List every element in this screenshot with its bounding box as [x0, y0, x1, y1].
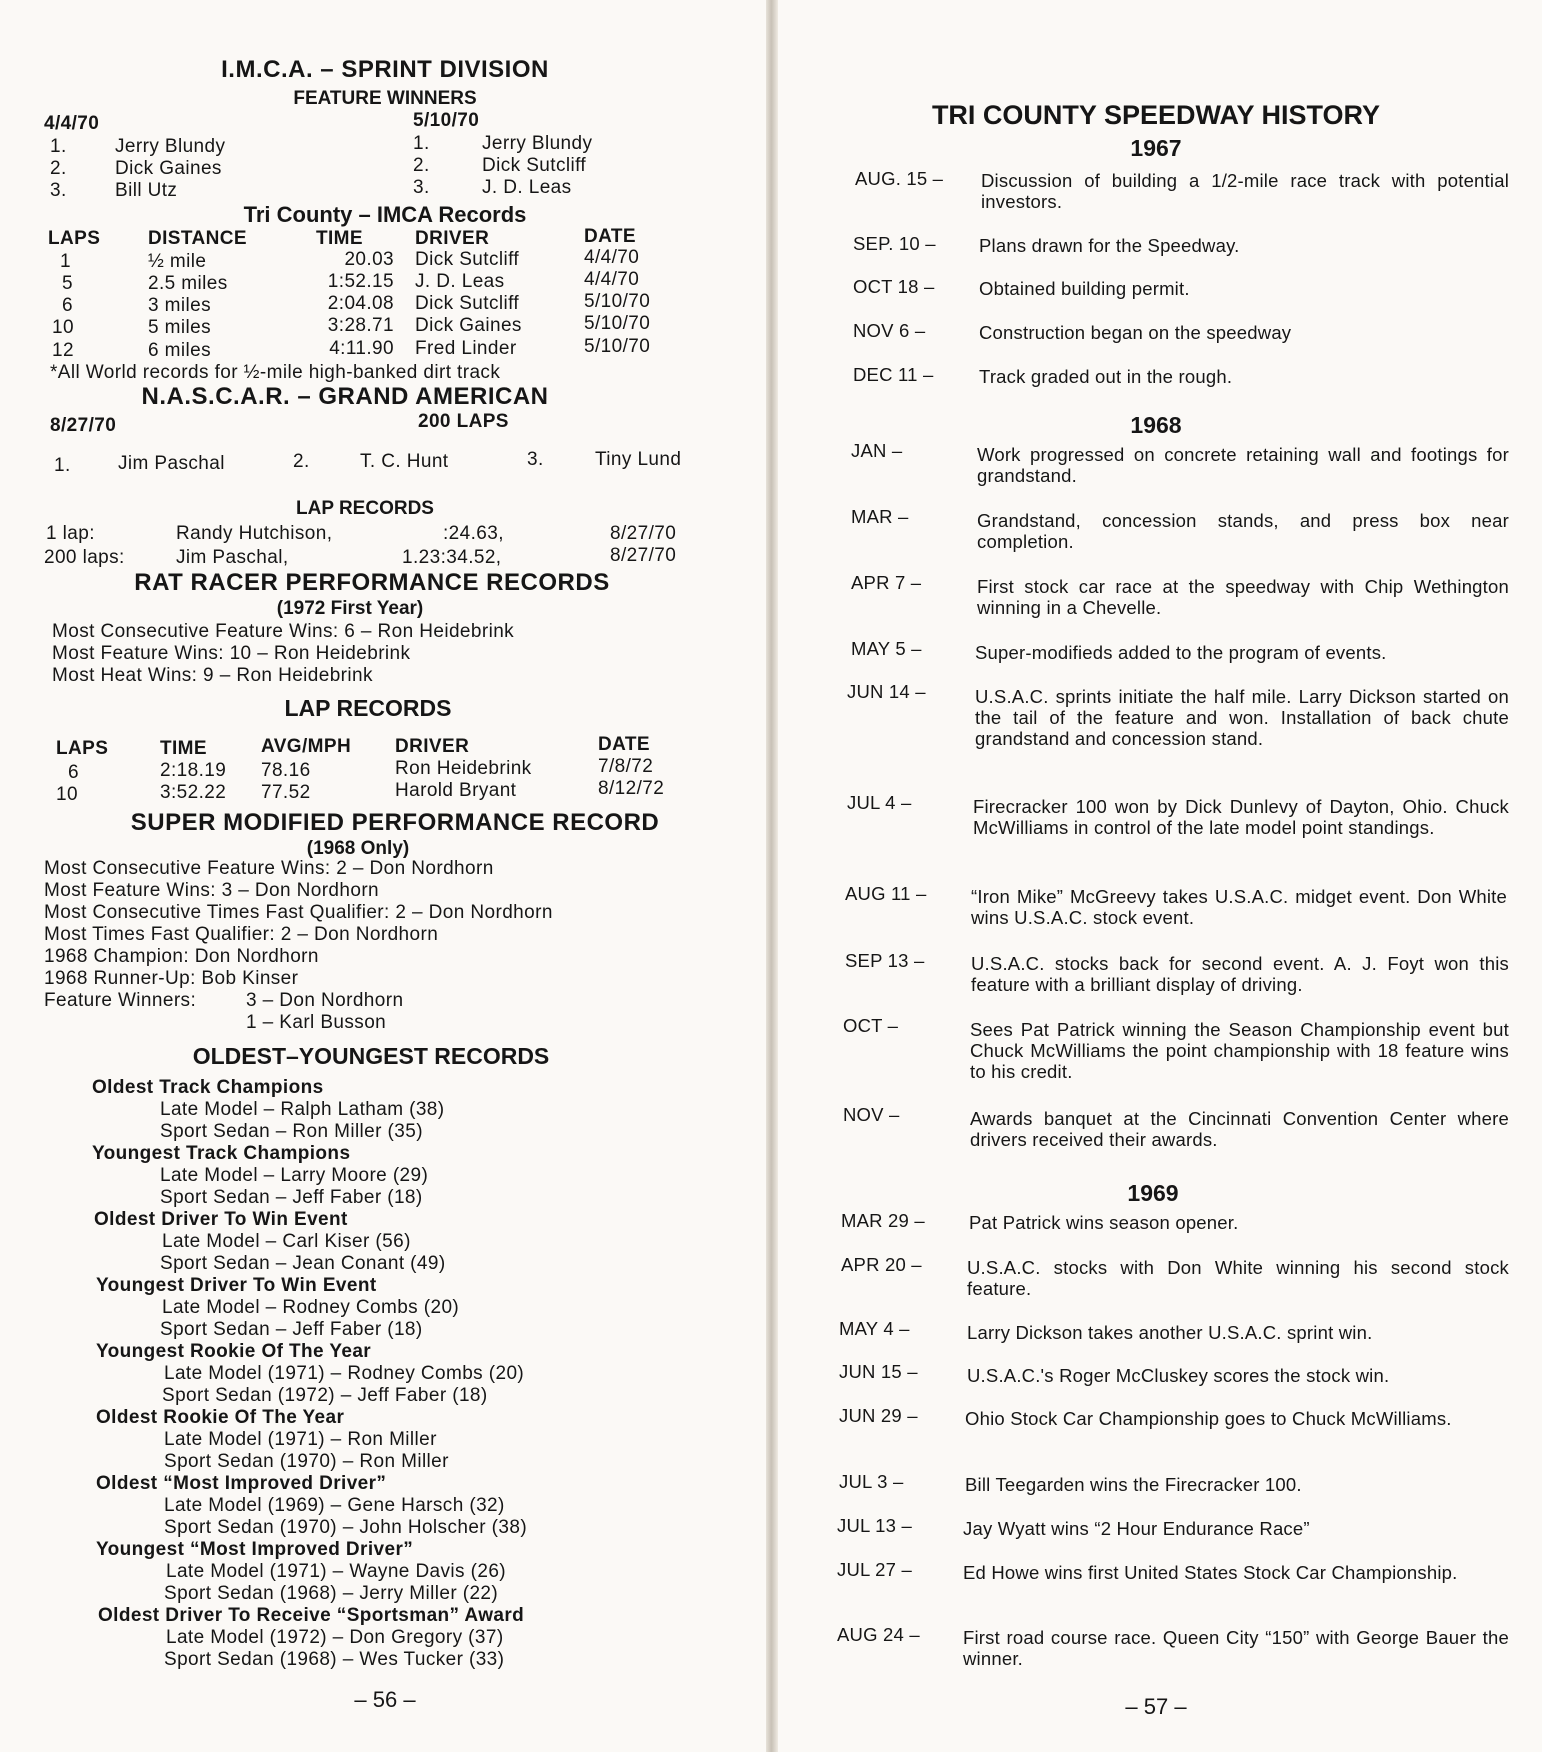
history-date: AUG 24 –: [837, 1624, 920, 1645]
history-date: OCT 18 –: [853, 276, 935, 297]
table-cell: Fred Linder: [415, 338, 517, 359]
history-date: OCT –: [843, 1015, 899, 1036]
table-cell: 6: [68, 762, 79, 783]
history-text: First road course race. Queen City “150” with George Bauer the winner.: [963, 1627, 1509, 1669]
feature-winners-heading: FEATURE WINNERS: [293, 88, 477, 109]
record-item: Late Model (1971) – Ron Miller: [164, 1429, 437, 1450]
table-cell: 8/27/70: [610, 545, 677, 566]
imca-records-title: Tri County – IMCA Records: [243, 202, 527, 227]
table-cell: 20.03: [344, 249, 394, 270]
record-item: Late Model (1971) – Wayne Davis (26): [166, 1561, 507, 1582]
col-header: DATE: [598, 734, 650, 755]
record-line: Most Times Fast Qualifier: 2 – Don Nordhorn: [44, 924, 439, 945]
history-text: Jay Wyatt wins “2 Hour Endurance Race”: [963, 1518, 1310, 1539]
nascar-date: 8/27/70: [50, 415, 117, 436]
history-date: JUL 4 –: [847, 792, 912, 813]
table-cell: 5/10/70: [584, 291, 651, 312]
col-header: TIME: [160, 738, 207, 759]
record-item: Sport Sedan – Jeff Faber (18): [160, 1319, 423, 1340]
table-cell: 1:52.15: [327, 271, 394, 292]
table-cell: 4/4/70: [584, 269, 640, 290]
table-cell: 8/27/70: [610, 523, 677, 544]
history-date: SEP. 10 –: [853, 233, 936, 254]
history-text: Ed Howe wins first United States Stock Car Championship.: [963, 1562, 1458, 1583]
history-text: U.S.A.C. stocks with Don White winning his second stock feature.: [967, 1257, 1509, 1299]
history-text: First stock car race at the speedway with Chip Wethington winning in a Chevelle.: [977, 576, 1509, 618]
table-cell: 5 miles: [148, 317, 211, 338]
result-pos: 3.: [527, 449, 544, 470]
history-text: U.S.A.C. stocks back for second event. A. J. Foyt won this feature with a brilliant display of driving.: [971, 953, 1509, 995]
history-text: Grandstand, concession stands, and press box near completion.: [977, 510, 1509, 552]
history-date: AUG. 15 –: [855, 168, 944, 189]
record-item: Late Model (1972) – Don Gregory (37): [166, 1627, 504, 1648]
history-text: U.S.A.C.'s Roger McCluskey scores the stock win.: [967, 1365, 1390, 1386]
history-date: JUL 13 –: [837, 1515, 912, 1536]
col-header: DRIVER: [415, 228, 490, 249]
history-title: TRI COUNTY SPEEDWAY HISTORY: [931, 100, 1381, 130]
record-item: Late Model – Ralph Latham (38): [160, 1099, 445, 1120]
super-modified-subtitle: (1968 Only): [306, 838, 410, 859]
table-cell: 78.16: [261, 760, 311, 781]
history-text: Obtained building permit.: [979, 278, 1190, 299]
history-text: Discussion of building a 1/2-mile race track with potential investors.: [981, 170, 1509, 212]
record-line: Most Feature Wins: 3 – Don Nordhorn: [44, 880, 380, 901]
result-name: T. C. Hunt: [360, 451, 449, 472]
table-cell: Dick Sutcliff: [415, 293, 520, 314]
table-cell: Dick Gaines: [415, 315, 522, 336]
records-note: *All World records for ½-mile high-banked dirt track: [50, 362, 501, 383]
table-cell: 2.5 miles: [148, 273, 228, 294]
imca-title: I.M.C.A. – SPRINT DIVISION: [221, 56, 549, 83]
table-cell: 4:11.90: [329, 338, 394, 359]
record-item: Sport Sedan (1968) – Wes Tucker (33): [164, 1649, 505, 1670]
nascar-laps: 200 LAPS: [418, 411, 509, 432]
table-cell: 3 miles: [148, 295, 211, 316]
table-cell: 12: [52, 340, 74, 361]
record-item: Sport Sedan (1968) – Jerry Miller (22): [164, 1583, 499, 1604]
history-text: Plans drawn for the Speedway.: [979, 235, 1240, 256]
result-pos: 1.: [54, 455, 71, 476]
result-pos: 2.: [50, 158, 67, 179]
table-cell: 1.23:34.52,: [402, 547, 502, 568]
table-cell: 6 miles: [148, 340, 211, 361]
col-header: LAPS: [56, 738, 109, 759]
result-name: Bill Utz: [115, 180, 178, 201]
history-date: AUG 11 –: [845, 883, 927, 904]
table-cell: 5/10/70: [584, 313, 651, 334]
result-pos: 1.: [413, 133, 430, 154]
table-cell: 1: [60, 251, 71, 272]
history-date: JUN 15 –: [839, 1361, 918, 1382]
nascar-title: N.A.S.C.A.R. – GRAND AMERICAN: [141, 383, 549, 410]
table-cell: 4/4/70: [584, 247, 640, 268]
history-date: MAY 4 –: [839, 1318, 910, 1339]
record-heading: Youngest “Most Improved Driver”: [96, 1539, 414, 1560]
super-modified-title: SUPER MODIFIED PERFORMANCE RECORD: [130, 809, 660, 836]
history-text: “Iron Mike” McGreevy takes U.S.A.C. midget event. Don White wins U.S.A.C. stock event.: [971, 886, 1507, 928]
history-text: Firecracker 100 won by Dick Dunlevy of Dayton, Ohio. Chuck McWilliams in control of the late model point standings.: [973, 796, 1509, 838]
history-date: JAN –: [851, 440, 903, 461]
record-heading: Youngest Driver To Win Event: [96, 1275, 377, 1296]
feature-winner: 1 – Karl Busson: [246, 1012, 387, 1033]
page-57: [775, 0, 1542, 1752]
history-text: Ohio Stock Car Championship goes to Chuck McWilliams.: [965, 1408, 1452, 1429]
record-line: Most Heat Wins: 9 – Ron Heidebrink: [52, 665, 373, 686]
record-item: Sport Sedan – Ron Miller (35): [160, 1121, 423, 1142]
col-header: TIME: [316, 228, 363, 249]
col-header: DRIVER: [395, 736, 470, 757]
record-item: Late Model – Larry Moore (29): [160, 1165, 429, 1186]
result-name: Tiny Lund: [595, 449, 682, 470]
feature-winners-label: Feature Winners:: [44, 990, 197, 1011]
table-cell: ½ mile: [148, 251, 207, 272]
result-name: Jerry Blundy: [115, 136, 226, 157]
record-line: Most Consecutive Times Fast Qualifier: 2 – Don Nordhorn: [44, 902, 553, 923]
record-item: Late Model (1971) – Rodney Combs (20): [164, 1363, 525, 1384]
table-cell: 3:52.22: [160, 782, 227, 803]
table-cell: 8/12/72: [598, 778, 665, 799]
history-text: Larry Dickson takes another U.S.A.C. sprint win.: [967, 1322, 1373, 1343]
history-date: DEC 11 –: [853, 364, 934, 385]
record-item: Sport Sedan (1970) – Ron Miller: [164, 1451, 449, 1472]
rat-racer-subtitle: (1972 First Year): [276, 598, 424, 619]
record-heading: Oldest Driver To Win Event: [94, 1209, 348, 1230]
col-header: DISTANCE: [148, 228, 247, 249]
table-cell: Ron Heidebrink: [395, 758, 532, 779]
table-cell: :24.63,: [443, 523, 504, 544]
table-cell: 6: [62, 295, 73, 316]
rat-racer-title: RAT RACER PERFORMANCE RECORDS: [134, 569, 610, 596]
year-heading: 1968: [1130, 412, 1182, 438]
record-heading: Youngest Track Champions: [92, 1143, 351, 1164]
history-text: Bill Teegarden wins the Firecracker 100.: [965, 1474, 1302, 1495]
record-heading: Youngest Rookie Of The Year: [96, 1341, 372, 1362]
result-name: Jerry Blundy: [482, 133, 593, 154]
table-cell: 10: [56, 784, 78, 805]
result-pos: 2.: [413, 155, 430, 176]
history-date: JUL 27 –: [837, 1559, 912, 1580]
table-cell: Dick Sutcliff: [415, 249, 520, 270]
table-cell: 2:04.08: [327, 293, 394, 314]
result-pos: 2.: [293, 451, 310, 472]
history-date: APR 20 –: [841, 1254, 922, 1275]
col-header: DATE: [584, 226, 636, 247]
table-cell: 10: [52, 317, 74, 338]
record-heading: Oldest Track Champions: [92, 1077, 324, 1098]
history-text: Awards banquet at the Cincinnati Convention Center where drivers received their awards.: [970, 1108, 1509, 1150]
history-date: SEP 13 –: [845, 950, 925, 971]
table-cell: 5/10/70: [584, 336, 651, 357]
table-cell: 1 lap:: [46, 523, 95, 544]
history-date: JUL 3 –: [839, 1471, 904, 1492]
page-number: – 57 –: [1125, 1694, 1187, 1719]
table-cell: 2:18.19: [160, 760, 227, 781]
result-name: Dick Gaines: [115, 158, 222, 179]
year-heading: 1967: [1130, 135, 1182, 161]
record-item: Sport Sedan – Jean Conant (49): [160, 1253, 446, 1274]
table-cell: Harold Bryant: [395, 780, 517, 801]
table-cell: 3:28.71: [327, 315, 394, 336]
lap-records-heading: LAP RECORDS: [296, 498, 434, 519]
history-text: Track graded out in the rough.: [979, 366, 1233, 387]
record-item: Sport Sedan (1972) – Jeff Faber (18): [162, 1385, 488, 1406]
col-header: LAPS: [48, 228, 101, 249]
record-heading: Oldest Rookie Of The Year: [96, 1407, 345, 1428]
result-pos: 3.: [413, 177, 430, 198]
record-line: Most Consecutive Feature Wins: 6 – Ron Heidebrink: [52, 621, 515, 642]
lap-records-heading-2: LAP RECORDS: [284, 695, 452, 721]
feature-winner: 3 – Don Nordhorn: [246, 990, 404, 1011]
record-item: Late Model (1969) – Gene Harsch (32): [164, 1495, 505, 1516]
year-heading: 1969: [1127, 1180, 1179, 1206]
record-line: 1968 Runner-Up: Bob Kinser: [44, 968, 299, 989]
record-item: Late Model – Rodney Combs (20): [162, 1297, 460, 1318]
table-cell: J. D. Leas: [415, 271, 505, 292]
history-date: NOV 6 –: [853, 320, 926, 341]
history-text: U.S.A.C. sprints initiate the half mile. Larry Dickson started on the tail of the feature and won. Installation of back chute grandstand and concession stand.: [975, 686, 1509, 749]
record-heading: Oldest “Most Improved Driver”: [96, 1473, 387, 1494]
table-cell: Randy Hutchison,: [176, 523, 333, 544]
table-cell: 5: [62, 273, 73, 294]
table-cell: 7/8/72: [598, 756, 654, 777]
record-item: Sport Sedan – Jeff Faber (18): [160, 1187, 423, 1208]
result-name: Dick Sutcliff: [482, 155, 587, 176]
history-text: Sees Pat Patrick winning the Season Championship event but Chuck McWilliams the point championship with 18 feature wins to his credit.: [970, 1019, 1509, 1082]
history-date: JUN 14 –: [847, 681, 926, 702]
history-text: Work progressed on concrete retaining wall and footings for grandstand.: [977, 444, 1509, 486]
record-line: Most Feature Wins: 10 – Ron Heidebrink: [52, 643, 411, 664]
history-text: Pat Patrick wins season opener.: [969, 1212, 1239, 1233]
record-heading: Oldest Driver To Receive “Sportsman” Award: [98, 1605, 525, 1626]
result-name: Jim Paschal: [118, 453, 225, 474]
history-text: Construction began on the speedway: [979, 322, 1292, 343]
result-pos: 1.: [50, 136, 67, 157]
feature-date: 4/4/70: [44, 113, 100, 134]
col-header: AVG/MPH: [261, 736, 352, 757]
table-cell: 200 laps:: [44, 547, 125, 568]
oldest-youngest-title: OLDEST–YOUNGEST RECORDS: [192, 1043, 550, 1069]
history-date: MAR –: [851, 506, 909, 527]
table-cell: 77.52: [261, 782, 311, 803]
record-item: Sport Sedan (1970) – John Holscher (38): [164, 1517, 528, 1538]
history-date: APR 7 –: [851, 572, 922, 593]
page-number: – 56 –: [354, 1687, 416, 1712]
history-date: NOV –: [843, 1104, 900, 1125]
history-date: MAY 5 –: [851, 638, 922, 659]
feature-date: 5/10/70: [413, 110, 480, 131]
table-cell: Jim Paschal,: [176, 547, 289, 568]
record-item: Late Model – Carl Kiser (56): [162, 1231, 411, 1252]
history-text: Super-modifieds added to the program of events.: [975, 642, 1387, 663]
result-pos: 3.: [50, 180, 67, 201]
record-line: Most Consecutive Feature Wins: 2 – Don Nordhorn: [44, 858, 494, 879]
history-date: JUN 29 –: [839, 1405, 918, 1426]
page-56: [0, 0, 770, 1752]
result-name: J. D. Leas: [482, 177, 572, 198]
history-date: MAR 29 –: [841, 1210, 925, 1231]
record-line: 1968 Champion: Don Nordhorn: [44, 946, 319, 967]
